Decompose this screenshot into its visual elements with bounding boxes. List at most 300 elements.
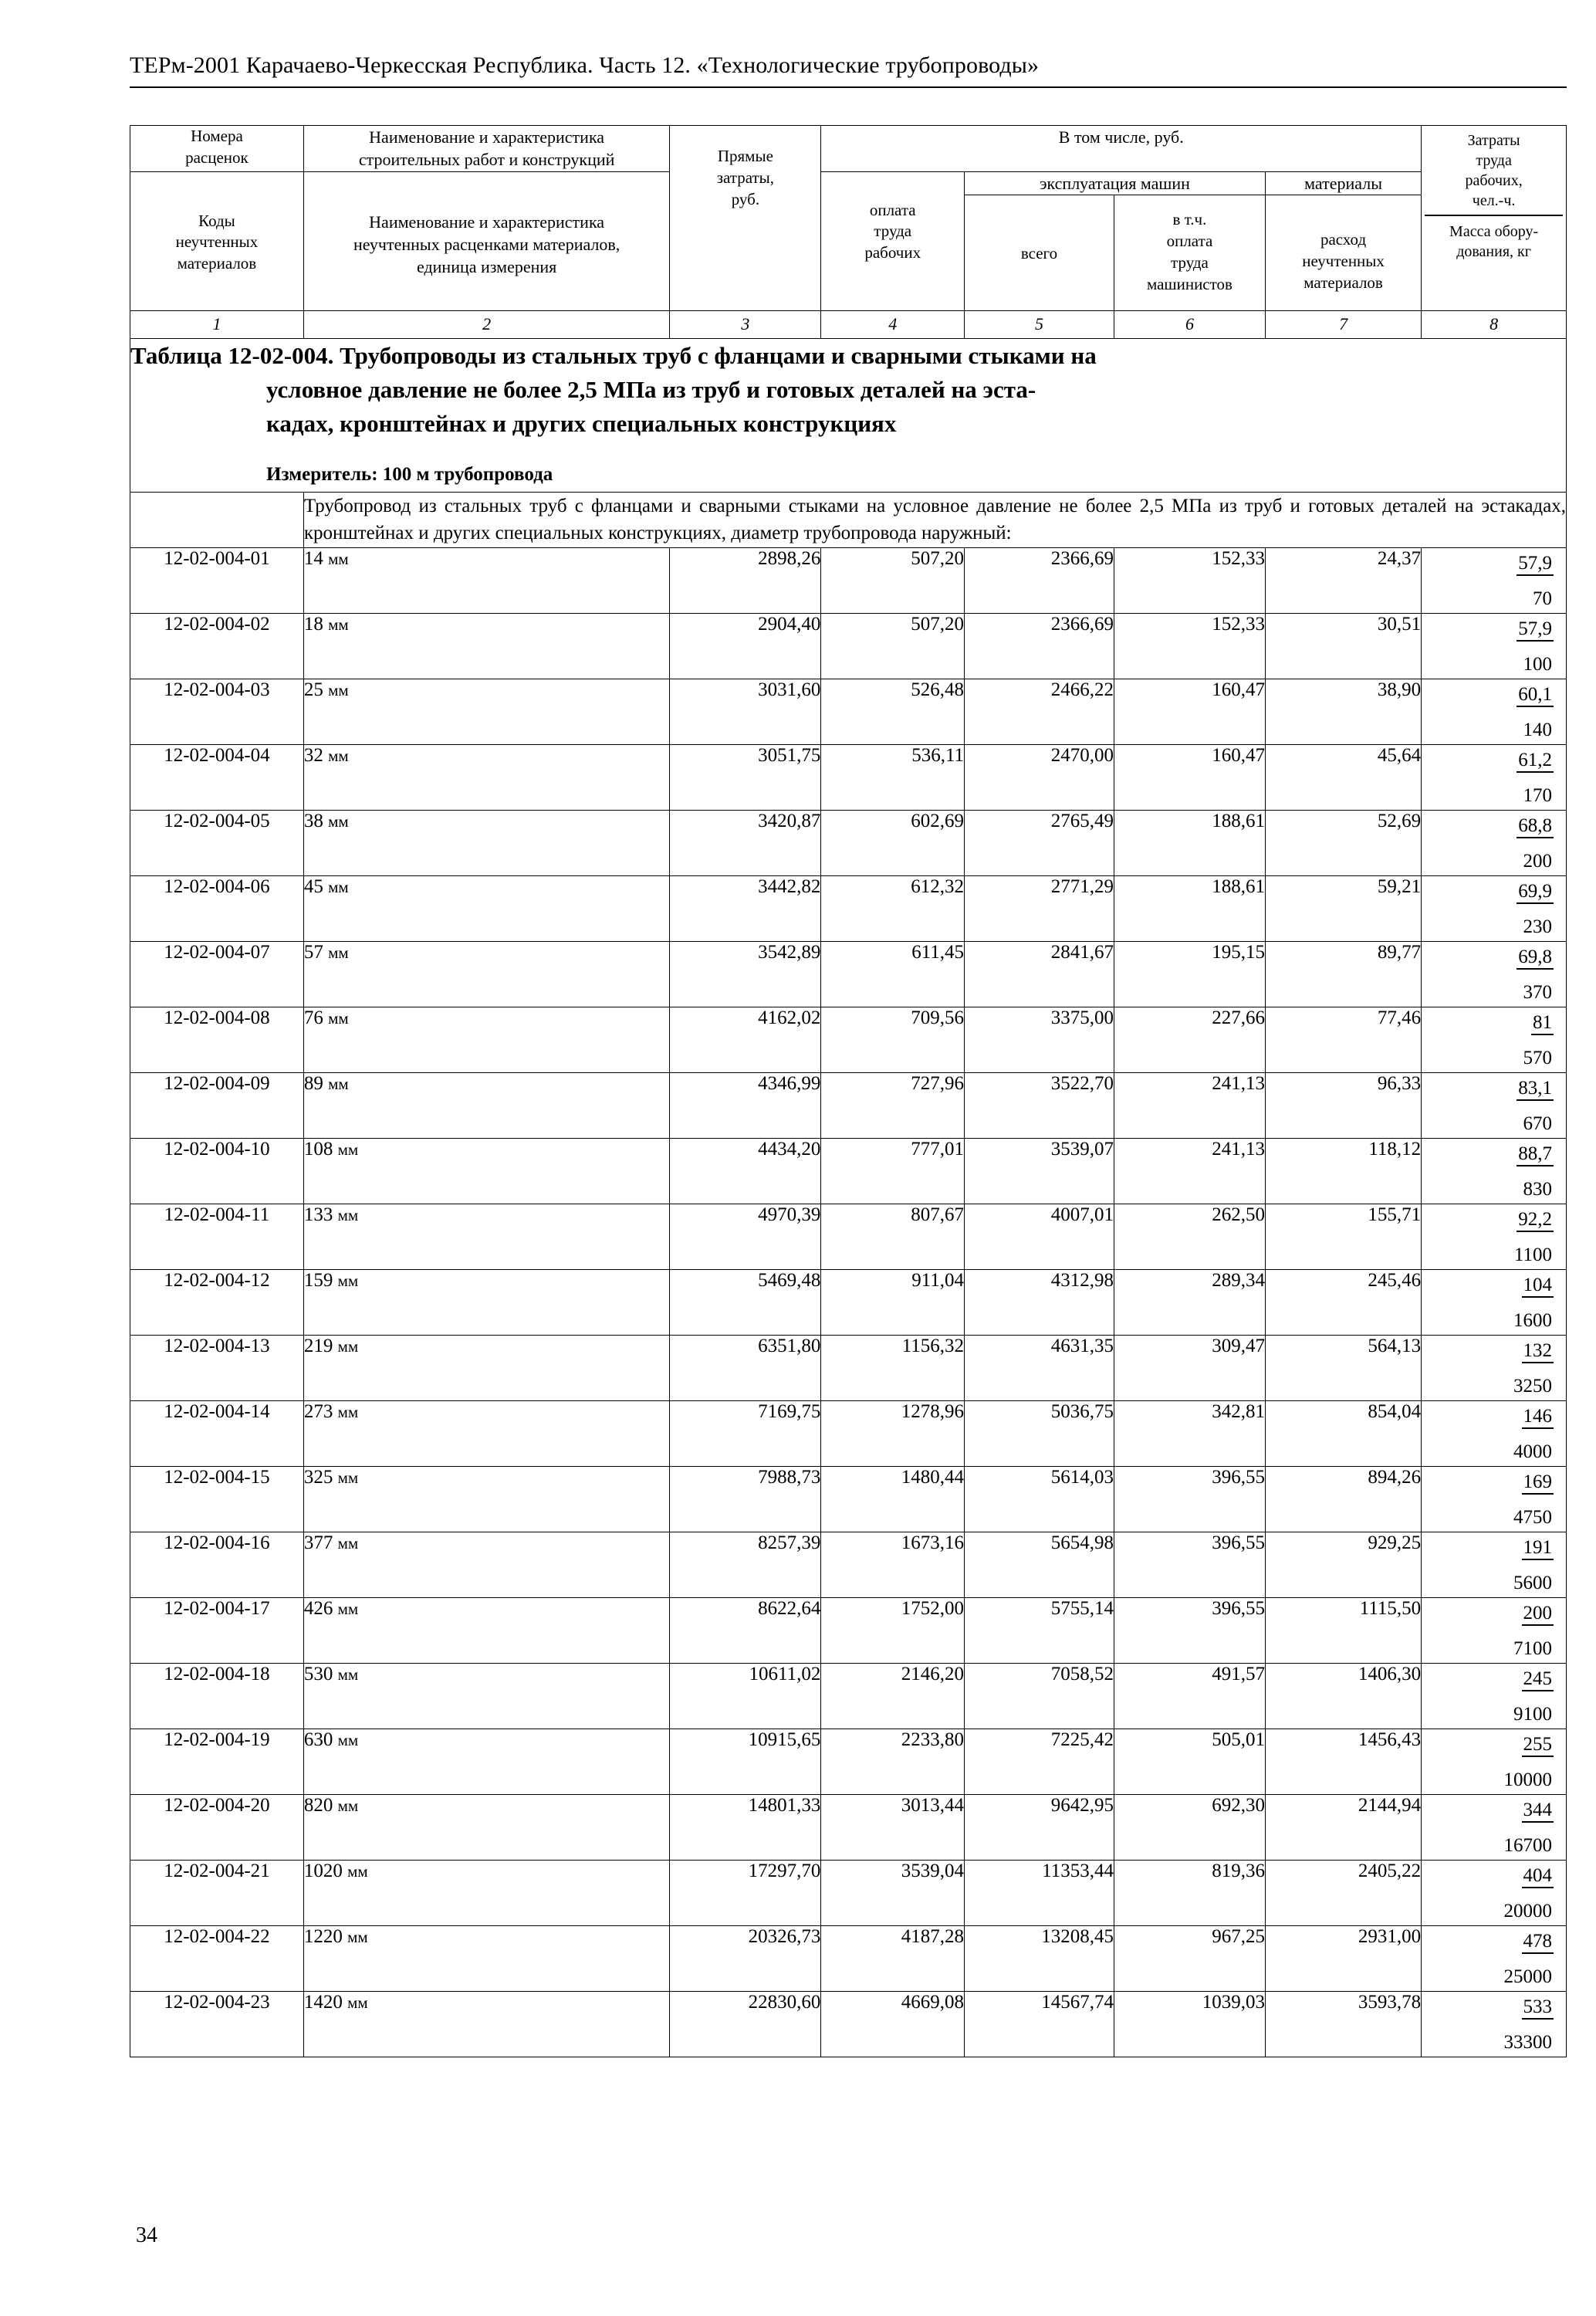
cell-materials: 96,33 xyxy=(1265,1072,1421,1138)
cell-labor-hours: 200 xyxy=(1522,1603,1554,1627)
cell-materials: 2405,22 xyxy=(1265,1860,1421,1925)
cell-machinist-pay: 396,55 xyxy=(1114,1466,1265,1532)
cell-machinist-pay: 819,36 xyxy=(1114,1860,1265,1925)
cell-machines-total: 3522,70 xyxy=(965,1072,1114,1138)
cell-direct-costs: 2904,40 xyxy=(670,613,821,679)
cell-equipment-mass: 100 xyxy=(1523,654,1552,676)
cell-direct-costs: 10915,65 xyxy=(670,1729,821,1794)
cell-machines-total: 2466,22 xyxy=(965,679,1114,744)
cell-diameter-unit: мм xyxy=(347,1993,368,2012)
cell-machines-total: 2765,49 xyxy=(965,810,1114,875)
table-title-row xyxy=(130,338,1567,492)
cell-equipment-mass: 5600 xyxy=(1513,1573,1552,1594)
header-col8-mass: Масса обору- дования, кг xyxy=(1449,223,1539,260)
cell-labor-hours: 191 xyxy=(1522,1537,1554,1561)
table-row xyxy=(130,1269,1567,1335)
cell-labor-and-mass xyxy=(1422,1729,1567,1794)
cell-machinist-pay: 967,25 xyxy=(1114,1925,1265,1991)
cell-worker-pay: 1480,44 xyxy=(821,1466,965,1532)
cell-worker-pay: 602,69 xyxy=(821,810,965,875)
table-row xyxy=(130,1400,1567,1466)
header-col8-labor: Затраты труда рабочих, чел.-ч. xyxy=(1465,132,1523,209)
cell-materials: 245,46 xyxy=(1265,1269,1421,1335)
cell-labor-and-mass xyxy=(1422,1925,1567,1991)
cell-direct-costs: 7169,75 xyxy=(670,1400,821,1466)
cell-worker-pay: 536,11 xyxy=(821,744,965,810)
cell-labor-and-mass xyxy=(1422,1400,1567,1466)
cell-equipment-mass: 830 xyxy=(1523,1179,1552,1200)
cell-machines-total: 2470,00 xyxy=(965,744,1114,810)
cell-equipment-mass: 4000 xyxy=(1513,1441,1552,1463)
cell-materials: 2931,00 xyxy=(1265,1925,1421,1991)
cell-machinist-pay: 188,61 xyxy=(1114,810,1265,875)
cell-labor-and-mass xyxy=(1422,744,1567,810)
cell-diameter: 1020 мм xyxy=(303,1860,670,1925)
cell-worker-pay: 2146,20 xyxy=(821,1663,965,1729)
cell-labor-hours: 81 xyxy=(1531,1012,1554,1036)
cell-labor-and-mass xyxy=(1422,1794,1567,1860)
cell-materials: 30,51 xyxy=(1265,613,1421,679)
cell-code: 12-02-004-14 xyxy=(130,1400,304,1466)
cell-direct-costs: 4970,39 xyxy=(670,1204,821,1269)
cell-machinist-pay: 491,57 xyxy=(1114,1663,1265,1729)
table-description-row xyxy=(130,492,1567,547)
cell-diameter: 630 мм xyxy=(303,1729,670,1794)
cell-labor-and-mass xyxy=(1422,1335,1567,1400)
table-row xyxy=(130,1729,1567,1794)
table-title-line3: кадах, кронштейнах и других специальных конструкциях xyxy=(266,409,897,437)
cell-labor-hours: 169 xyxy=(1522,1471,1554,1495)
column-number-row xyxy=(130,310,1567,338)
cell-diameter: 159 мм xyxy=(303,1269,670,1335)
cell-diameter: 820 мм xyxy=(303,1794,670,1860)
cell-code: 12-02-004-07 xyxy=(130,941,304,1007)
cell-diameter: 45 мм xyxy=(303,875,670,941)
cell-labor-hours: 104 xyxy=(1522,1275,1554,1299)
cell-worker-pay: 612,32 xyxy=(821,875,965,941)
cell-machinist-pay: 152,33 xyxy=(1114,547,1265,613)
cell-machinist-pay: 188,61 xyxy=(1114,875,1265,941)
cell-diameter-unit: мм xyxy=(337,1205,359,1224)
cell-labor-and-mass xyxy=(1422,547,1567,613)
table-header-row-2 xyxy=(130,171,1567,195)
cell-code: 12-02-004-22 xyxy=(130,1925,304,1991)
cell-code: 12-02-004-16 xyxy=(130,1532,304,1597)
cell-machinist-pay: 289,34 xyxy=(1114,1269,1265,1335)
header-col1-bottom: Коды неучтенных материалов xyxy=(130,171,304,310)
header-col5-total: всего xyxy=(965,195,1114,310)
cell-code: 12-02-004-03 xyxy=(130,679,304,744)
cell-worker-pay: 3539,04 xyxy=(821,1860,965,1925)
cell-equipment-mass: 230 xyxy=(1523,916,1552,938)
column-number-1: 1 xyxy=(130,310,304,338)
cell-diameter-unit: мм xyxy=(337,1468,359,1487)
cell-code: 12-02-004-17 xyxy=(130,1597,304,1663)
table-row xyxy=(130,1007,1567,1072)
page-number: 34 xyxy=(136,2223,157,2247)
table-title-cell xyxy=(130,338,1567,492)
cell-code: 12-02-004-20 xyxy=(130,1794,304,1860)
table-row xyxy=(130,1991,1567,2057)
cell-machinist-pay: 505,01 xyxy=(1114,1729,1265,1794)
cell-worker-pay: 507,20 xyxy=(821,613,965,679)
cell-worker-pay: 777,01 xyxy=(821,1138,965,1204)
cell-diameter: 89 мм xyxy=(303,1072,670,1138)
cell-direct-costs: 5469,48 xyxy=(670,1269,821,1335)
table-title xyxy=(130,339,1566,441)
cell-diameter: 14 мм xyxy=(303,547,670,613)
cell-worker-pay: 2233,80 xyxy=(821,1729,965,1794)
cell-labor-and-mass xyxy=(1422,941,1567,1007)
cell-machinist-pay: 692,30 xyxy=(1114,1794,1265,1860)
header-group-machines: эксплуатация машин xyxy=(965,171,1266,195)
cell-machines-total: 5036,75 xyxy=(965,1400,1114,1466)
column-number-2: 2 xyxy=(303,310,670,338)
cell-worker-pay: 1752,00 xyxy=(821,1597,965,1663)
cell-worker-pay: 507,20 xyxy=(821,547,965,613)
cell-direct-costs: 4434,20 xyxy=(670,1138,821,1204)
column-number-5: 5 xyxy=(965,310,1114,338)
cell-equipment-mass: 10000 xyxy=(1503,1769,1552,1791)
cell-labor-hours: 478 xyxy=(1522,1931,1554,1955)
cell-equipment-mass: 1100 xyxy=(1513,1244,1552,1266)
cell-code: 12-02-004-11 xyxy=(130,1204,304,1269)
cell-direct-costs: 8622,64 xyxy=(670,1597,821,1663)
cell-direct-costs: 3442,82 xyxy=(670,875,821,941)
cell-materials: 3593,78 xyxy=(1265,1991,1421,2057)
cell-diameter: 57 мм xyxy=(303,941,670,1007)
cell-equipment-mass: 370 xyxy=(1523,982,1552,1004)
cell-diameter: 273 мм xyxy=(303,1400,670,1466)
cell-materials: 89,77 xyxy=(1265,941,1421,1007)
cell-diameter-unit: мм xyxy=(328,1008,349,1028)
cell-machines-total: 11353,44 xyxy=(965,1860,1114,1925)
cell-worker-pay: 1673,16 xyxy=(821,1532,965,1597)
cell-equipment-mass: 570 xyxy=(1523,1048,1552,1069)
cell-machines-total: 5614,03 xyxy=(965,1466,1114,1532)
cell-labor-hours: 68,8 xyxy=(1517,815,1554,839)
cell-labor-and-mass xyxy=(1422,810,1567,875)
cell-machinist-pay: 309,47 xyxy=(1114,1335,1265,1400)
cell-machines-total: 5654,98 xyxy=(965,1532,1114,1597)
cell-code: 12-02-004-06 xyxy=(130,875,304,941)
cell-machinist-pay: 262,50 xyxy=(1114,1204,1265,1269)
cell-diameter: 377 мм xyxy=(303,1532,670,1597)
cell-labor-hours: 69,9 xyxy=(1517,881,1554,905)
cell-code: 12-02-004-08 xyxy=(130,1007,304,1072)
table-row xyxy=(130,1860,1567,1925)
cell-diameter-unit: мм xyxy=(328,811,349,831)
cell-code: 12-02-004-23 xyxy=(130,1991,304,2057)
cell-equipment-mass: 20000 xyxy=(1503,1901,1552,1922)
cell-machinist-pay: 152,33 xyxy=(1114,613,1265,679)
cell-labor-hours: 404 xyxy=(1522,1865,1554,1889)
cell-materials: 1456,43 xyxy=(1265,1729,1421,1794)
cell-worker-pay: 1278,96 xyxy=(821,1400,965,1466)
cell-labor-and-mass xyxy=(1422,613,1567,679)
cell-diameter-unit: мм xyxy=(337,1336,359,1356)
cell-direct-costs: 3542,89 xyxy=(670,941,821,1007)
cell-machinist-pay: 160,47 xyxy=(1114,744,1265,810)
cell-labor-and-mass xyxy=(1422,875,1567,941)
cell-labor-hours: 57,9 xyxy=(1517,618,1554,642)
table-row xyxy=(130,1204,1567,1269)
cell-labor-hours: 57,9 xyxy=(1517,553,1554,577)
cell-direct-costs: 6351,80 xyxy=(670,1335,821,1400)
cell-materials: 1115,50 xyxy=(1265,1597,1421,1663)
cell-equipment-mass: 1600 xyxy=(1513,1310,1552,1332)
table-row xyxy=(130,613,1567,679)
cell-code: 12-02-004-02 xyxy=(130,613,304,679)
table-row xyxy=(130,1335,1567,1400)
table-row xyxy=(130,1663,1567,1729)
header-col1-top: Номера расценок xyxy=(130,126,304,172)
cell-code: 12-02-004-18 xyxy=(130,1663,304,1729)
cell-materials: 854,04 xyxy=(1265,1400,1421,1466)
cell-direct-costs: 7988,73 xyxy=(670,1466,821,1532)
table-row xyxy=(130,679,1567,744)
cell-materials: 155,71 xyxy=(1265,1204,1421,1269)
cell-direct-costs: 4346,99 xyxy=(670,1072,821,1138)
cell-code: 12-02-004-10 xyxy=(130,1138,304,1204)
table-description: Трубопровод из стальных труб с фланцами и сварными стыками на условное давление не более 2,5 МПа из труб и готовых деталей на эстакадах, кронштейнах и других специальных конструкциях, диаметр трубопровода наружный: xyxy=(303,492,1566,547)
cell-materials: 77,46 xyxy=(1265,1007,1421,1072)
cell-direct-costs: 14801,33 xyxy=(670,1794,821,1860)
cell-labor-and-mass xyxy=(1422,1991,1567,2057)
cell-direct-costs: 17297,70 xyxy=(670,1860,821,1925)
cell-labor-and-mass xyxy=(1422,1072,1567,1138)
cell-equipment-mass: 33300 xyxy=(1503,2032,1552,2054)
cell-worker-pay: 4669,08 xyxy=(821,1991,965,2057)
cell-direct-costs: 22830,60 xyxy=(670,1991,821,2057)
cell-labor-hours: 83,1 xyxy=(1517,1078,1554,1102)
cell-code: 12-02-004-19 xyxy=(130,1729,304,1794)
cell-diameter-unit: мм xyxy=(337,1664,359,1684)
cell-equipment-mass: 140 xyxy=(1523,720,1552,741)
cell-labor-and-mass xyxy=(1422,1269,1567,1335)
cell-labor-and-mass xyxy=(1422,1532,1567,1597)
cell-machinist-pay: 227,66 xyxy=(1114,1007,1265,1072)
table-row xyxy=(130,1597,1567,1663)
table-row xyxy=(130,1138,1567,1204)
cell-equipment-mass: 4750 xyxy=(1513,1507,1552,1529)
cell-machines-total: 2366,69 xyxy=(965,547,1114,613)
header-col8-split xyxy=(1422,126,1567,311)
running-header: ТЕРм-2001 Карачаево-Черкесская Республика. Часть 12. «Технологические трубопроводы» xyxy=(130,52,1040,78)
cell-code: 12-02-004-15 xyxy=(130,1466,304,1532)
cell-worker-pay: 1156,32 xyxy=(821,1335,965,1400)
cell-diameter-unit: мм xyxy=(328,1074,349,1093)
cell-equipment-mass: 3250 xyxy=(1513,1376,1552,1397)
header-col2-bottom: Наименование и характеристика неучтенных расценками материалов, единица измерения xyxy=(303,171,670,310)
cell-labor-hours: 245 xyxy=(1522,1668,1554,1692)
header-col3-direct-costs: Прямые затраты, руб. xyxy=(670,126,821,311)
cell-diameter-unit: мм xyxy=(328,877,349,896)
header-divider-rule xyxy=(130,86,1567,88)
cell-machinist-pay: 195,15 xyxy=(1114,941,1265,1007)
cell-diameter-unit: мм xyxy=(337,1271,359,1290)
cell-materials: 24,37 xyxy=(1265,547,1421,613)
cell-labor-hours: 255 xyxy=(1522,1734,1554,1758)
table-row xyxy=(130,1532,1567,1597)
cell-machines-total: 4631,35 xyxy=(965,1335,1114,1400)
description-spacer-col1 xyxy=(130,492,304,547)
cell-equipment-mass: 25000 xyxy=(1503,1966,1552,1988)
table-row xyxy=(130,941,1567,1007)
cell-diameter-unit: мм xyxy=(328,943,349,962)
cell-worker-pay: 3013,44 xyxy=(821,1794,965,1860)
cell-labor-hours: 92,2 xyxy=(1517,1209,1554,1233)
cell-equipment-mass: 16700 xyxy=(1503,1835,1552,1857)
table-row xyxy=(130,810,1567,875)
cell-materials: 894,26 xyxy=(1265,1466,1421,1532)
cell-diameter: 25 мм xyxy=(303,679,670,744)
table-row xyxy=(130,1466,1567,1532)
header-group-included: В том числе, руб. xyxy=(821,126,1422,172)
cell-machinist-pay: 241,13 xyxy=(1114,1138,1265,1204)
table-title-label: Таблица 12-02-004. xyxy=(130,341,340,369)
cell-diameter-unit: мм xyxy=(337,1402,359,1421)
cell-equipment-mass: 670 xyxy=(1523,1113,1552,1135)
header-group-materials: материалы xyxy=(1265,171,1421,195)
cell-machines-total: 3375,00 xyxy=(965,1007,1114,1072)
cell-equipment-mass: 70 xyxy=(1533,588,1552,610)
cell-code: 12-02-004-05 xyxy=(130,810,304,875)
column-number-7: 7 xyxy=(1265,310,1421,338)
cell-worker-pay: 911,04 xyxy=(821,1269,965,1335)
cell-labor-and-mass xyxy=(1422,1860,1567,1925)
column-number-6: 6 xyxy=(1114,310,1265,338)
cell-diameter-unit: мм xyxy=(337,1796,359,1815)
cell-diameter: 32 мм xyxy=(303,744,670,810)
cell-labor-hours: 132 xyxy=(1522,1340,1554,1364)
cell-machines-total: 13208,45 xyxy=(965,1925,1114,1991)
table-row xyxy=(130,744,1567,810)
cell-labor-hours: 69,8 xyxy=(1517,946,1554,970)
cell-materials: 38,90 xyxy=(1265,679,1421,744)
cell-diameter: 1420 мм xyxy=(303,1991,670,2057)
cell-materials: 45,64 xyxy=(1265,744,1421,810)
cell-worker-pay: 727,96 xyxy=(821,1072,965,1138)
cell-direct-costs: 8257,39 xyxy=(670,1532,821,1597)
cell-materials: 59,21 xyxy=(1265,875,1421,941)
cell-diameter-unit: мм xyxy=(337,1599,359,1618)
cell-direct-costs: 2898,26 xyxy=(670,547,821,613)
cell-machines-total: 2841,67 xyxy=(965,941,1114,1007)
cell-equipment-mass: 7100 xyxy=(1513,1638,1552,1660)
cell-labor-hours: 61,2 xyxy=(1517,750,1554,774)
cell-direct-costs: 3031,60 xyxy=(670,679,821,744)
cell-labor-and-mass xyxy=(1422,1138,1567,1204)
table-measure: Измеритель: 100 м трубопровода xyxy=(266,463,553,485)
table-title-line1: Трубопроводы из стальных труб с фланцами и сварными стыками на xyxy=(340,341,1097,369)
cell-worker-pay: 709,56 xyxy=(821,1007,965,1072)
cell-machines-total: 3539,07 xyxy=(965,1138,1114,1204)
cell-labor-hours: 60,1 xyxy=(1517,684,1554,708)
cell-labor-hours: 344 xyxy=(1522,1800,1554,1823)
cell-direct-costs: 20326,73 xyxy=(670,1925,821,1991)
cell-labor-and-mass xyxy=(1422,679,1567,744)
column-number-4: 4 xyxy=(821,310,965,338)
cell-diameter-unit: мм xyxy=(347,1927,368,1946)
cell-machinist-pay: 342,81 xyxy=(1114,1400,1265,1466)
cell-machinist-pay: 396,55 xyxy=(1114,1532,1265,1597)
cell-diameter-unit: мм xyxy=(337,1730,359,1749)
cell-diameter: 426 мм xyxy=(303,1597,670,1663)
header-col7-unaccounted-materials: расход неучтенных материалов xyxy=(1265,195,1421,310)
cell-diameter: 18 мм xyxy=(303,613,670,679)
cell-worker-pay: 807,67 xyxy=(821,1204,965,1269)
cell-machines-total: 5755,14 xyxy=(965,1597,1114,1663)
cell-materials: 118,12 xyxy=(1265,1138,1421,1204)
cell-materials: 564,13 xyxy=(1265,1335,1421,1400)
cell-labor-and-mass xyxy=(1422,1663,1567,1729)
cell-equipment-mass: 9100 xyxy=(1513,1704,1552,1725)
cell-diameter: 530 мм xyxy=(303,1663,670,1729)
table-row xyxy=(130,1794,1567,1860)
header-col6-machinist-pay: в т.ч. оплата труда машинистов xyxy=(1114,195,1265,310)
estimate-table xyxy=(130,125,1567,2057)
cell-diameter-unit: мм xyxy=(328,549,349,568)
cell-labor-hours: 146 xyxy=(1522,1406,1554,1430)
header-col4-worker-pay: оплата труда рабочих xyxy=(821,171,965,310)
cell-machines-total: 9642,95 xyxy=(965,1794,1114,1860)
table-row xyxy=(130,1925,1567,1991)
cell-machines-total: 4312,98 xyxy=(965,1269,1114,1335)
cell-machinist-pay: 396,55 xyxy=(1114,1597,1265,1663)
table-row xyxy=(130,1072,1567,1138)
cell-labor-and-mass xyxy=(1422,1466,1567,1532)
table-title-line2: условное давление не более 2,5 МПа из труб и готовых деталей на эста- xyxy=(266,375,1036,403)
cell-diameter-unit: мм xyxy=(328,680,349,699)
cell-diameter: 1220 мм xyxy=(303,1925,670,1991)
cell-labor-and-mass xyxy=(1422,1597,1567,1663)
cell-code: 12-02-004-21 xyxy=(130,1860,304,1925)
cell-direct-costs: 4162,02 xyxy=(670,1007,821,1072)
cell-diameter-unit: мм xyxy=(337,1533,359,1552)
cell-code: 12-02-004-12 xyxy=(130,1269,304,1335)
cell-worker-pay: 526,48 xyxy=(821,679,965,744)
cell-machinist-pay: 1039,03 xyxy=(1114,1991,1265,2057)
cell-equipment-mass: 200 xyxy=(1523,851,1552,872)
column-number-8: 8 xyxy=(1422,310,1567,338)
cell-labor-and-mass xyxy=(1422,1007,1567,1072)
cell-diameter: 219 мм xyxy=(303,1335,670,1400)
cell-diameter: 133 мм xyxy=(303,1204,670,1269)
cell-diameter-unit: мм xyxy=(337,1139,359,1159)
cell-code: 12-02-004-13 xyxy=(130,1335,304,1400)
cell-diameter-unit: мм xyxy=(347,1861,368,1881)
cell-code: 12-02-004-01 xyxy=(130,547,304,613)
cell-diameter: 76 мм xyxy=(303,1007,670,1072)
cell-worker-pay: 4187,28 xyxy=(821,1925,965,1991)
cell-direct-costs: 3051,75 xyxy=(670,744,821,810)
cell-worker-pay: 611,45 xyxy=(821,941,965,1007)
table-header-row-1 xyxy=(130,126,1567,172)
cell-machinist-pay: 160,47 xyxy=(1114,679,1265,744)
cell-diameter-unit: мм xyxy=(328,746,349,765)
cell-equipment-mass: 170 xyxy=(1523,785,1552,807)
cell-machines-total: 14567,74 xyxy=(965,1991,1114,2057)
cell-materials: 2144,94 xyxy=(1265,1794,1421,1860)
cell-code: 12-02-004-09 xyxy=(130,1072,304,1138)
cell-code: 12-02-004-04 xyxy=(130,744,304,810)
cell-machinist-pay: 241,13 xyxy=(1114,1072,1265,1138)
cell-materials: 929,25 xyxy=(1265,1532,1421,1597)
cell-machines-total: 4007,01 xyxy=(965,1204,1114,1269)
column-number-3: 3 xyxy=(670,310,821,338)
cell-diameter: 108 мм xyxy=(303,1138,670,1204)
